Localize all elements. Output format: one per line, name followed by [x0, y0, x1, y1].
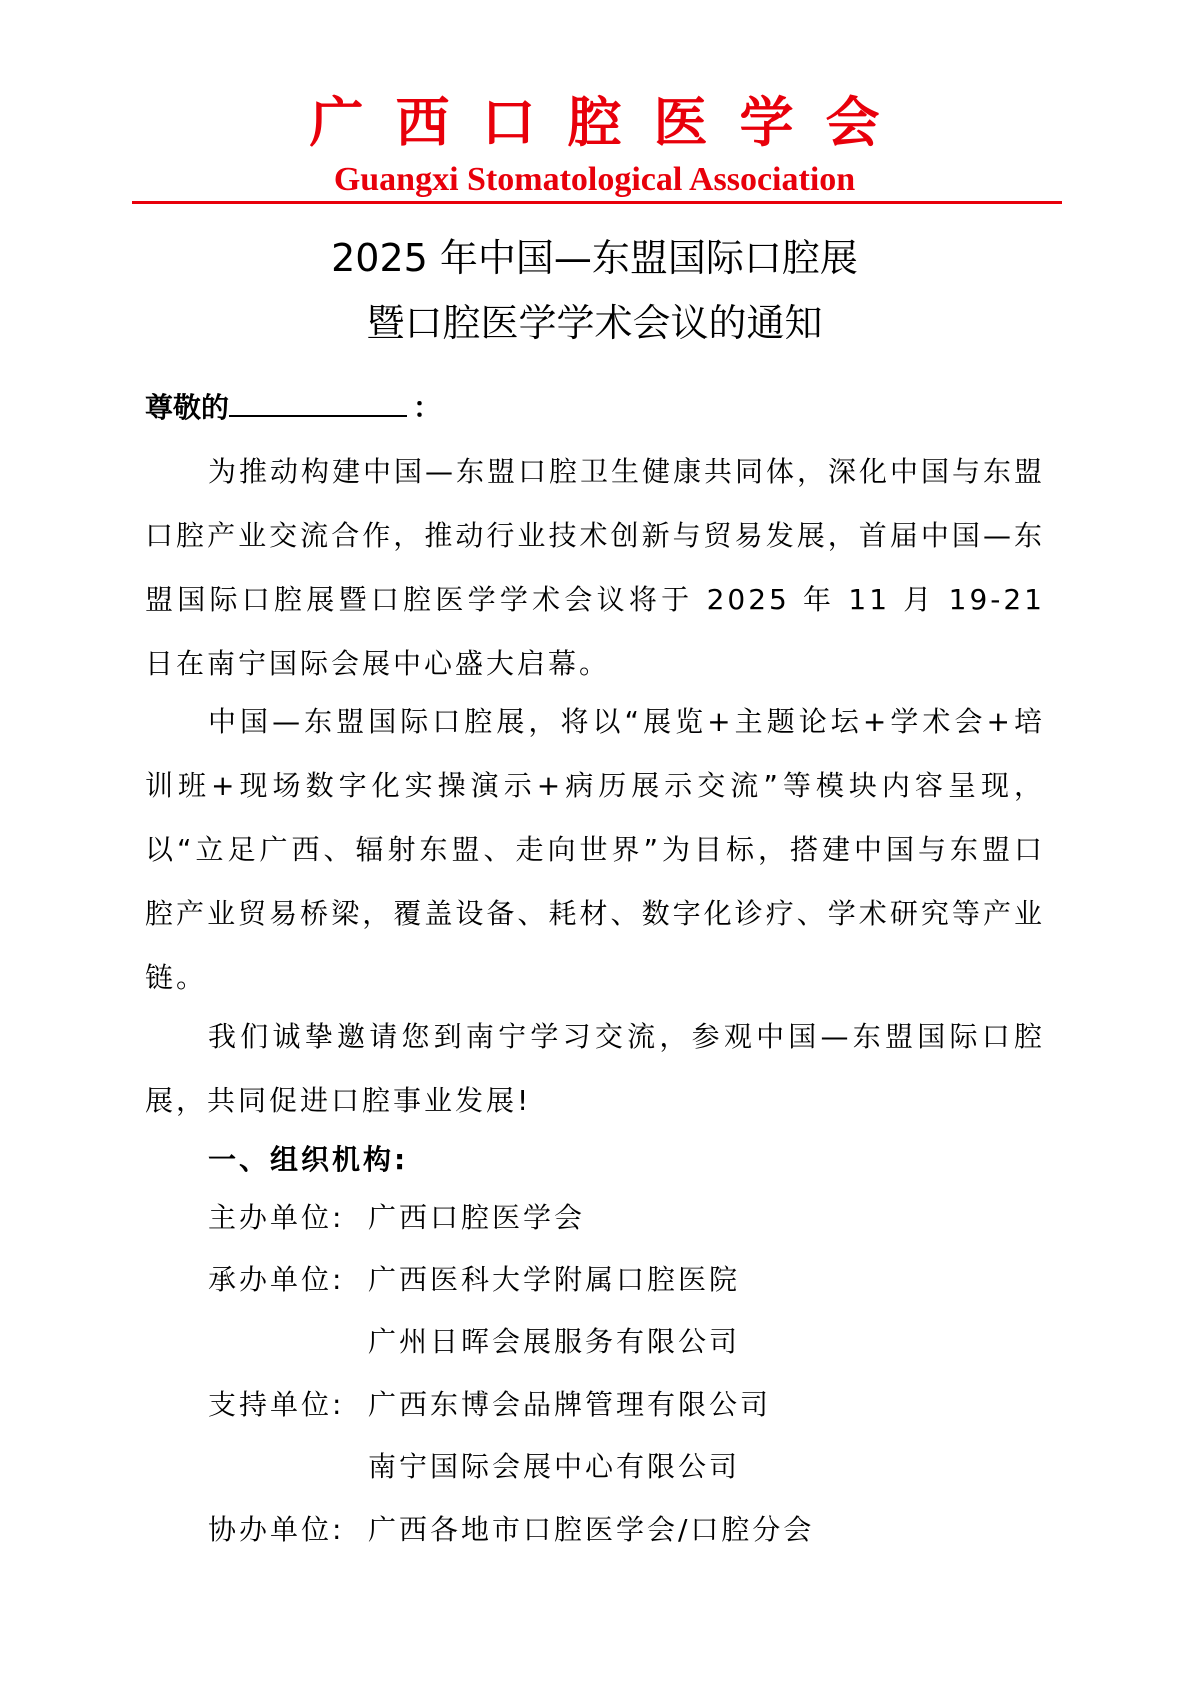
letterhead-org-name-en: Guangxi Stomatological Association	[333, 161, 856, 198]
org-row-supporter	[208, 1385, 771, 1425]
paragraph-exhibition: 中国—东盟国际口腔展，将以“展览+主题论坛+学术会+培训班+现场数字化实操演示+病历展示交流”等模块内容呈现，以“立足广西、辐射东盟、走向世界”为目标，搭建中国与东盟口腔产业贸易桥梁，覆盖设备、耗材、数字化诊疗、学术研究等产业链。	[145, 705, 1045, 994]
org-row-organizer-2	[208, 1322, 740, 1362]
org-row-value: 广西各地市口腔医学会/口腔分会	[368, 1513, 815, 1546]
org-row-value: 广州日晖会展服务有限公司	[368, 1325, 741, 1358]
org-row-value: 广西东博会品牌管理有限公司	[368, 1388, 772, 1421]
org-row-value: 广西医科大学附属口腔医院	[368, 1263, 741, 1296]
paragraph-intro: 为推动构建中国—东盟口腔卫生健康共同体，深化中国与东盟口腔产业交流合作，推动行业技术创新与贸易发展，首届中国—东盟国际口腔展暨口腔医学学术会议将于 2025 年 11 月 19-21 日在南宁国际会展中心盛大启幕。	[145, 455, 1046, 680]
org-row-co-organizer	[208, 1510, 814, 1550]
letterhead-org-name-cn: 广西口腔医学会	[309, 91, 912, 154]
org-row-label: 承办单位:	[208, 1263, 345, 1296]
org-row-label: 支持单位:	[208, 1388, 345, 1421]
org-row-label: 协办单位:	[208, 1513, 345, 1546]
section-heading-organization: 一、组织机构:	[208, 1143, 409, 1176]
org-row-supporter-2	[208, 1447, 740, 1487]
salutation-suffix: ：	[413, 391, 442, 424]
salutation-prefix: 尊敬的	[145, 391, 230, 424]
org-row-host	[208, 1198, 585, 1238]
notice-title-line-1: 2025 年中国—东盟国际口腔展	[331, 236, 858, 280]
org-row-organizer	[208, 1260, 740, 1300]
paragraph-invitation: 我们诚挚邀请您到南宁学习交流，参观中国—东盟国际口腔展，共同促进口腔事业发展!	[145, 1020, 1045, 1117]
org-row-value: 广西口腔医学会	[368, 1201, 586, 1234]
recipient-blank-line	[229, 385, 407, 417]
letterhead-divider	[132, 201, 1062, 204]
org-row-label: 主办单位:	[208, 1201, 345, 1234]
org-row-value: 南宁国际会展中心有限公司	[368, 1450, 741, 1483]
salutation	[145, 385, 441, 428]
notice-title-line-2: 暨口腔医学学术会议的通知	[366, 301, 823, 345]
